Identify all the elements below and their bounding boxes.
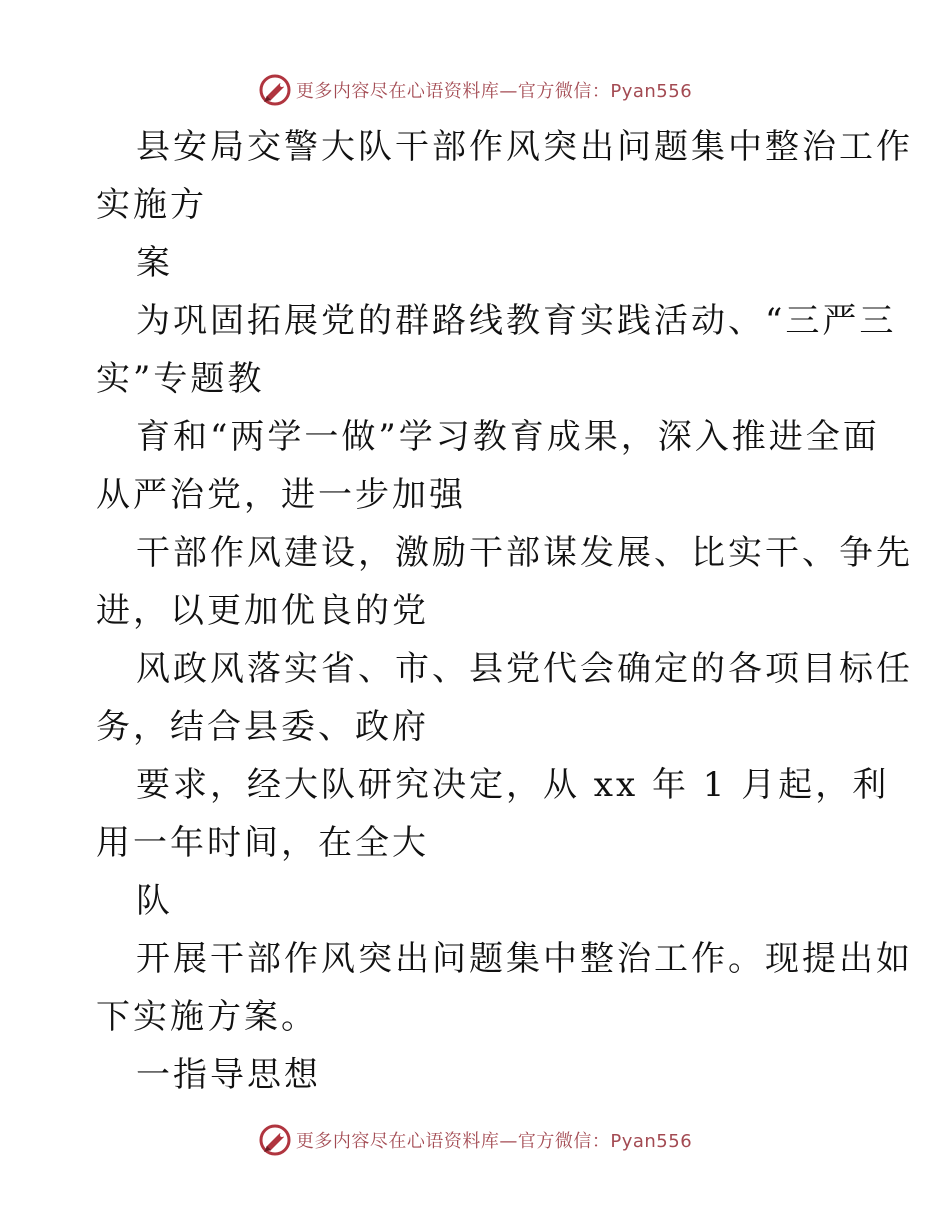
pen-logo-icon: [258, 1123, 292, 1157]
watermark-text: 更多内容尽在心语资料库—官方微信：Pyan556: [295, 81, 693, 102]
text-line: 进，以更加优良的党: [96, 591, 429, 631]
text-line: 开展干部作风突出问题集中整治工作。现提出如: [136, 939, 913, 979]
text-line: 一指导思想: [136, 1055, 321, 1095]
document-body: [96, 118, 913, 1104]
text-line: 干部作风建设，激励干部谋发展、比实干、争先: [136, 533, 913, 573]
watermark-text: 更多内容尽在心语资料库—官方微信：Pyan556: [295, 1131, 693, 1152]
text-line: 下实施方案。: [96, 997, 318, 1037]
text-line: 案: [136, 243, 173, 283]
text-line: 要求，经大队研究决定，从 xx 年 1 月起，利: [136, 765, 890, 805]
text-line: 为巩固拓展党的群路线教育实践活动、“三严三: [136, 301, 897, 341]
text-line: 从严治党，进一步加强: [96, 475, 466, 515]
text-line: 务，结合县委、政府: [96, 707, 429, 747]
header-watermark: [0, 70, 950, 110]
pen-logo-icon: [258, 73, 292, 107]
text-line: 县安局交警大队干部作风突出问题集中整治工作: [136, 127, 913, 167]
text-line: 队: [136, 881, 173, 921]
footer-watermark: [0, 1120, 950, 1160]
text-line: 实”专题教: [96, 359, 265, 399]
text-line: 用一年时间，在全大: [96, 823, 429, 863]
text-line: 育和“两学一做”学习教育成果，深入推进全面: [136, 417, 880, 457]
text-line: 实施方: [96, 185, 207, 225]
text-line: 风政风落实省、市、县党代会确定的各项目标任: [136, 649, 913, 689]
